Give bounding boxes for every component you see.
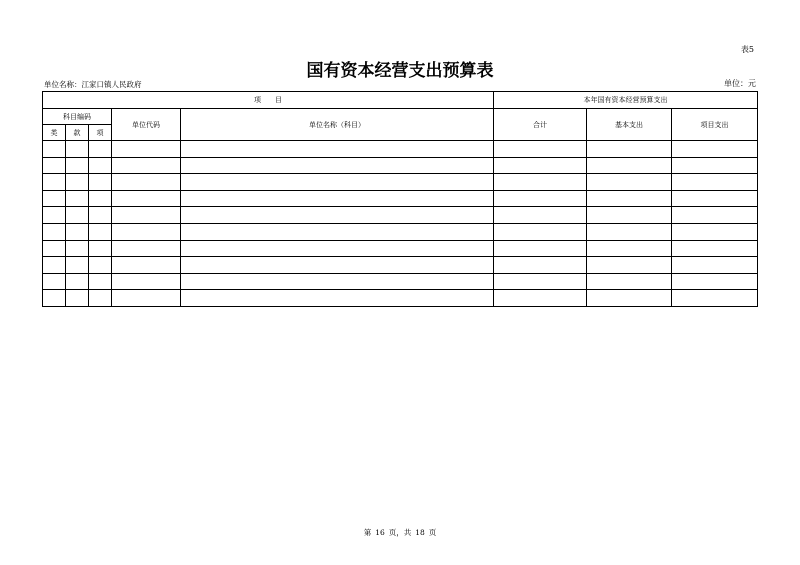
- table-cell: [587, 240, 672, 257]
- table-cell: [181, 174, 494, 191]
- table-row: [43, 174, 758, 191]
- table-cell: [587, 141, 672, 158]
- table-cell: [494, 190, 587, 207]
- table-cell: [672, 273, 758, 290]
- page-footer: [0, 527, 800, 538]
- project-expense-header: 项目支出: [672, 109, 758, 141]
- table-cell: [494, 273, 587, 290]
- table-cell: [672, 157, 758, 174]
- table-cell: [494, 223, 587, 240]
- table-cell: [587, 174, 672, 191]
- table-cell: [112, 190, 181, 207]
- table-cell: [181, 157, 494, 174]
- table-cell: [43, 190, 66, 207]
- footer-total-pages: 18: [415, 528, 425, 537]
- table-cell: [89, 223, 112, 240]
- table-cell: [494, 257, 587, 274]
- table-cell: [43, 240, 66, 257]
- table-cell: [112, 240, 181, 257]
- table-cell: [672, 240, 758, 257]
- table-cell: [672, 290, 758, 307]
- table-cell: [112, 290, 181, 307]
- table-cell: [112, 223, 181, 240]
- section-header: 款: [66, 125, 89, 141]
- table-cell: [89, 174, 112, 191]
- table-row: [43, 240, 758, 257]
- table-cell: [43, 207, 66, 224]
- table-cell: [112, 141, 181, 158]
- table-cell: [66, 290, 89, 307]
- footer-page-number: 16: [375, 528, 385, 537]
- table-cell: [89, 290, 112, 307]
- table-cell: [112, 273, 181, 290]
- table-cell: [89, 190, 112, 207]
- table-cell: [66, 240, 89, 257]
- table-cell: [66, 273, 89, 290]
- table-cell: [66, 157, 89, 174]
- table-cell: [89, 207, 112, 224]
- table-cell: [494, 157, 587, 174]
- table-cell: [181, 273, 494, 290]
- footer-suffix: 页: [428, 528, 437, 537]
- unit-name: 单位名称：江家口镇人民政府: [44, 80, 142, 89]
- table-cell: [43, 174, 66, 191]
- table-cell: [587, 223, 672, 240]
- table-row: [43, 257, 758, 274]
- table-cell: [181, 290, 494, 307]
- table-cell: [181, 141, 494, 158]
- table-cell: [43, 223, 66, 240]
- table-row: [43, 290, 758, 307]
- table-cell: [672, 174, 758, 191]
- table-cell: [43, 157, 66, 174]
- table-cell: [89, 240, 112, 257]
- page-title: 国有资本经营支出预算表: [306, 61, 494, 81]
- table-cell: [494, 290, 587, 307]
- currency-unit: 单位：元: [724, 79, 756, 88]
- table-cell: [181, 190, 494, 207]
- table-cell: [494, 207, 587, 224]
- basic-expense-header: 基本支出: [587, 109, 672, 141]
- table-row: [43, 190, 758, 207]
- header-row-1: [43, 92, 758, 109]
- table-cell: [587, 257, 672, 274]
- table-cell: [66, 257, 89, 274]
- table-cell: [112, 257, 181, 274]
- table-cell: [89, 257, 112, 274]
- table-cell: [66, 141, 89, 158]
- unit-name-header: 单位名称（科目）: [181, 109, 494, 141]
- table-row: [43, 207, 758, 224]
- table-row: [43, 141, 758, 158]
- table-cell: [66, 207, 89, 224]
- footer-middle: 页，共: [388, 528, 412, 537]
- header-row-2: [43, 109, 758, 125]
- table-cell: [672, 257, 758, 274]
- table-cell: [181, 207, 494, 224]
- table-row: [43, 223, 758, 240]
- table-cell: [181, 240, 494, 257]
- table-cell: [43, 257, 66, 274]
- table-cell: [112, 207, 181, 224]
- table-cell: [587, 273, 672, 290]
- group-item-header: 项 目: [43, 92, 494, 109]
- table-cell: [66, 190, 89, 207]
- table-cell: [587, 207, 672, 224]
- group-budget-header: 本年国有资本经营预算支出: [494, 92, 758, 109]
- table-cell: [112, 174, 181, 191]
- total-header: 合计: [494, 109, 587, 141]
- table-cell: [89, 273, 112, 290]
- table-cell: [494, 141, 587, 158]
- class-header: 类: [43, 125, 66, 141]
- table-cell: [89, 141, 112, 158]
- table-cell: [587, 190, 672, 207]
- table-cell: [494, 240, 587, 257]
- table-cell: [66, 174, 89, 191]
- table-cell: [112, 157, 181, 174]
- table-cell: [43, 290, 66, 307]
- table-body: [43, 141, 758, 307]
- table-cell: [672, 190, 758, 207]
- footer-prefix: 第: [363, 528, 372, 537]
- table-cell: [89, 157, 112, 174]
- unit-code-header: 单位代码: [112, 109, 181, 141]
- table-cell: [494, 174, 587, 191]
- table-cell: [587, 157, 672, 174]
- table-cell: [66, 223, 89, 240]
- table-cell: [181, 223, 494, 240]
- table-row: [43, 273, 758, 290]
- table-number: 表5: [740, 45, 754, 54]
- table-cell: [587, 290, 672, 307]
- table-cell: [672, 141, 758, 158]
- table-cell: [43, 141, 66, 158]
- table-cell: [43, 273, 66, 290]
- table-cell: [672, 207, 758, 224]
- subject-code-header: 科目编码: [43, 109, 112, 125]
- budget-table: [42, 91, 758, 307]
- table-cell: [672, 223, 758, 240]
- table-cell: [181, 257, 494, 274]
- table-row: [43, 157, 758, 174]
- item-header: 项: [89, 125, 112, 141]
